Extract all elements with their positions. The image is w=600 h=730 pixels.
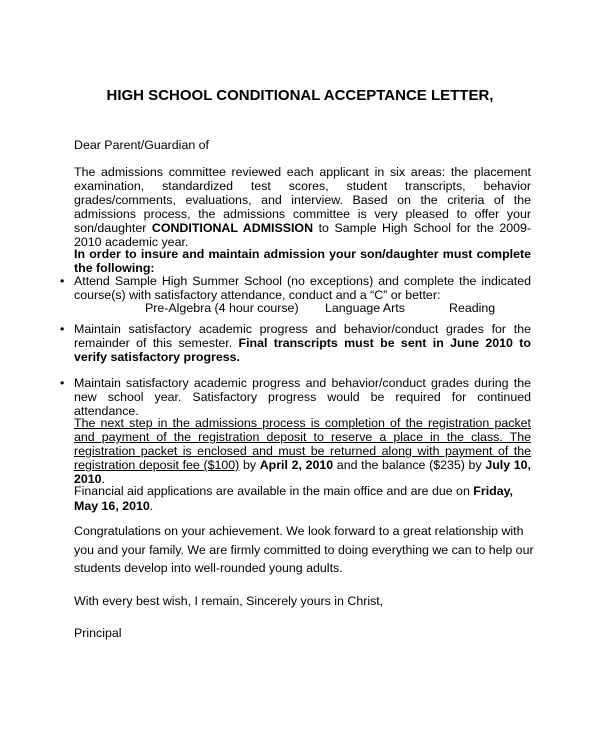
course-reading: Reading [449,301,496,315]
signature-principal: Principal [74,626,122,640]
intro-tail: to Sample High School for the 2009-2010 academic year. [74,221,532,249]
bullet-marker: • [60,376,65,390]
requirement-item-new-year: Maintain satisfactory academic progress and behavior/conduct grades during the new school year. Satisfactory progress would be required for continued attendance. [74,376,531,418]
course-language-arts: Language Arts [325,301,405,315]
salutation: Dear Parent/Guardian of [74,138,209,152]
financial-aid-due-date: Friday, May 16, 2010 [74,484,514,513]
registration-by: by [239,458,260,472]
requirement-semester-text: Maintain satisfactory academic progress and behavior/conduct grades for the remainder of this semester. [74,322,531,350]
final-transcripts-text: Final transcripts must be sent in June 2010 to verify satisfactory progress. [74,336,531,364]
registration-paragraph [74,416,531,486]
balance-due-date: July 10, 2010 [74,458,531,486]
congratulations-paragraph: Congratulations on your achievement. We look forward to a great relationship with you and your family. We are firmly committed to doing everything we can to help our students develop into well-rounded young adults. [74,524,534,575]
deposit-due-date: April 2, 2010 [259,458,334,472]
intro-paragraph [74,165,531,249]
course-pre-algebra: Pre-Algebra (4 hour course) [145,301,299,315]
bullet-marker: • [60,322,65,336]
registration-balance: and the balance ($235) by [333,458,486,472]
registration-text: The next step in the admissions process is completion of the registration packet and payment of the registration deposit to reserve a place in the class. The registration packet is enclosed and must be returned along with payment of the registration deposit fee ($100) [74,416,531,472]
requirement-item-semester [74,322,531,364]
financial-aid-end: . [149,499,154,513]
closing-line: With every best wish, I remain, Sincerely yours in Christ, [74,594,384,608]
financial-aid-text: Financial aid applications are available in the main office and are due on [74,484,474,498]
registration-end: . [101,472,106,486]
requirement-item-summer-school: Attend Sample High Summer School (no exceptions) and complete the indicated course(s) with satisfactory attendance, conduct and a “C” or better: [74,274,531,302]
financial-aid-paragraph [74,484,531,514]
bullet-marker: • [60,274,65,288]
conditional-admission-text: CONDITIONAL ADMISSION [151,221,314,235]
intro-text: The admissions committee reviewed each applicant in six areas: the placement examination, standardized test scores, student transcripts, behavior grades/comments, evaluations, and interview. Based on the criteria of the admissions process, the admissions committee is very pleased to offer your son/daughter [74,165,531,235]
requirements-heading: In order to insure and maintain admission your son/daughter must complete the following: [74,247,531,275]
letter-title: HIGH SCHOOL CONDITIONAL ACCEPTANCE LETTER, [106,87,494,104]
